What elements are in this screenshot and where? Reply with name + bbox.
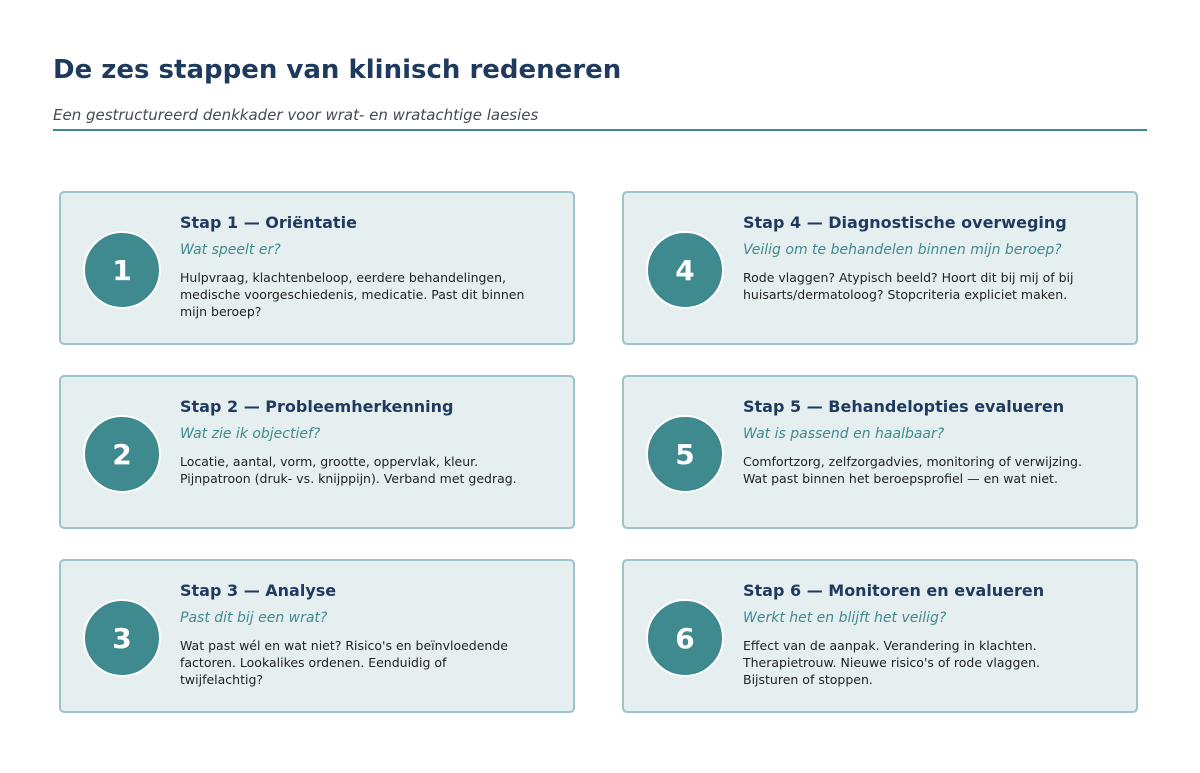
step-description-line: huisarts/dermatoloog? Stopcriteria expliciet maken. bbox=[743, 287, 1068, 302]
step-description-line: Effect van de aanpak. Verandering in klachten. bbox=[743, 638, 1037, 653]
step-title: Stap 2 — Probleemherkenning bbox=[180, 397, 454, 416]
step-description-line: Hulpvraag, klachtenbeloop, eerdere behandelingen, bbox=[180, 270, 507, 285]
step-description-line: Rode vlaggen? Atypisch beeld? Hoort dit bij mij of bij bbox=[743, 270, 1074, 285]
step-number-badge: 6 bbox=[646, 599, 724, 677]
step-title: Stap 4 — Diagnostische overweging bbox=[743, 213, 1067, 232]
step-card-2 bbox=[59, 375, 575, 529]
step-description-line: mijn beroep? bbox=[180, 304, 262, 319]
step-number-badge: 5 bbox=[646, 415, 724, 493]
step-description-line: Wat past wél en wat niet? Risico's en beïnvloedende bbox=[180, 638, 508, 653]
step-description-line: Locatie, aantal, vorm, grootte, oppervlak, kleur. bbox=[180, 454, 479, 469]
step-card-4 bbox=[622, 191, 1138, 345]
step-title: Stap 1 — Oriëntatie bbox=[180, 213, 357, 232]
header-divider bbox=[53, 129, 1147, 131]
step-description bbox=[180, 269, 550, 320]
step-description-line: twijfelachtig? bbox=[180, 672, 264, 687]
step-description bbox=[180, 453, 550, 487]
step-question: Werkt het en blijft het veilig? bbox=[743, 610, 947, 626]
step-description-line: factoren. Lookalikes ordenen. Eenduidig of bbox=[180, 655, 447, 670]
step-question: Wat speelt er? bbox=[180, 242, 281, 258]
step-description bbox=[743, 637, 1113, 688]
step-description-line: Therapietrouw. Nieuwe risico's of rode vlaggen. bbox=[743, 655, 1040, 670]
step-question: Wat is passend en haalbaar? bbox=[743, 426, 945, 442]
step-card-1 bbox=[59, 191, 575, 345]
page-title: De zes stappen van klinisch redeneren bbox=[53, 55, 622, 85]
step-question: Veilig om te behandelen binnen mijn beroep? bbox=[743, 242, 1062, 258]
step-description-line: Comfortzorg, zelfzorgadvies, monitoring of verwijzing. bbox=[743, 454, 1082, 469]
step-description bbox=[743, 453, 1113, 487]
step-description-line: Wat past binnen het beroepsprofiel — en wat niet. bbox=[743, 471, 1058, 486]
page-subtitle: Een gestructureerd denkkader voor wrat- en wratachtige laesies bbox=[53, 106, 539, 124]
step-title: Stap 3 — Analyse bbox=[180, 581, 337, 600]
step-description bbox=[180, 637, 550, 688]
step-description-line: Pijnpatroon (druk- vs. knijppijn). Verband met gedrag. bbox=[180, 471, 517, 486]
step-card-3 bbox=[59, 559, 575, 713]
step-title: Stap 6 — Monitoren en evalueren bbox=[743, 581, 1045, 600]
step-card-5 bbox=[622, 375, 1138, 529]
step-title: Stap 5 — Behandelopties evalueren bbox=[743, 397, 1065, 416]
step-card-6 bbox=[622, 559, 1138, 713]
step-question: Past dit bij een wrat? bbox=[180, 610, 328, 626]
step-description-line: medische voorgeschiedenis, medicatie. Past dit binnen bbox=[180, 287, 525, 302]
step-description bbox=[743, 269, 1113, 303]
step-number-badge: 2 bbox=[83, 415, 161, 493]
step-number-badge: 3 bbox=[83, 599, 161, 677]
step-question: Wat zie ik objectief? bbox=[180, 426, 321, 442]
step-number-badge: 4 bbox=[646, 231, 724, 309]
step-description-line: Bijsturen of stoppen. bbox=[743, 672, 873, 687]
step-number-badge: 1 bbox=[83, 231, 161, 309]
